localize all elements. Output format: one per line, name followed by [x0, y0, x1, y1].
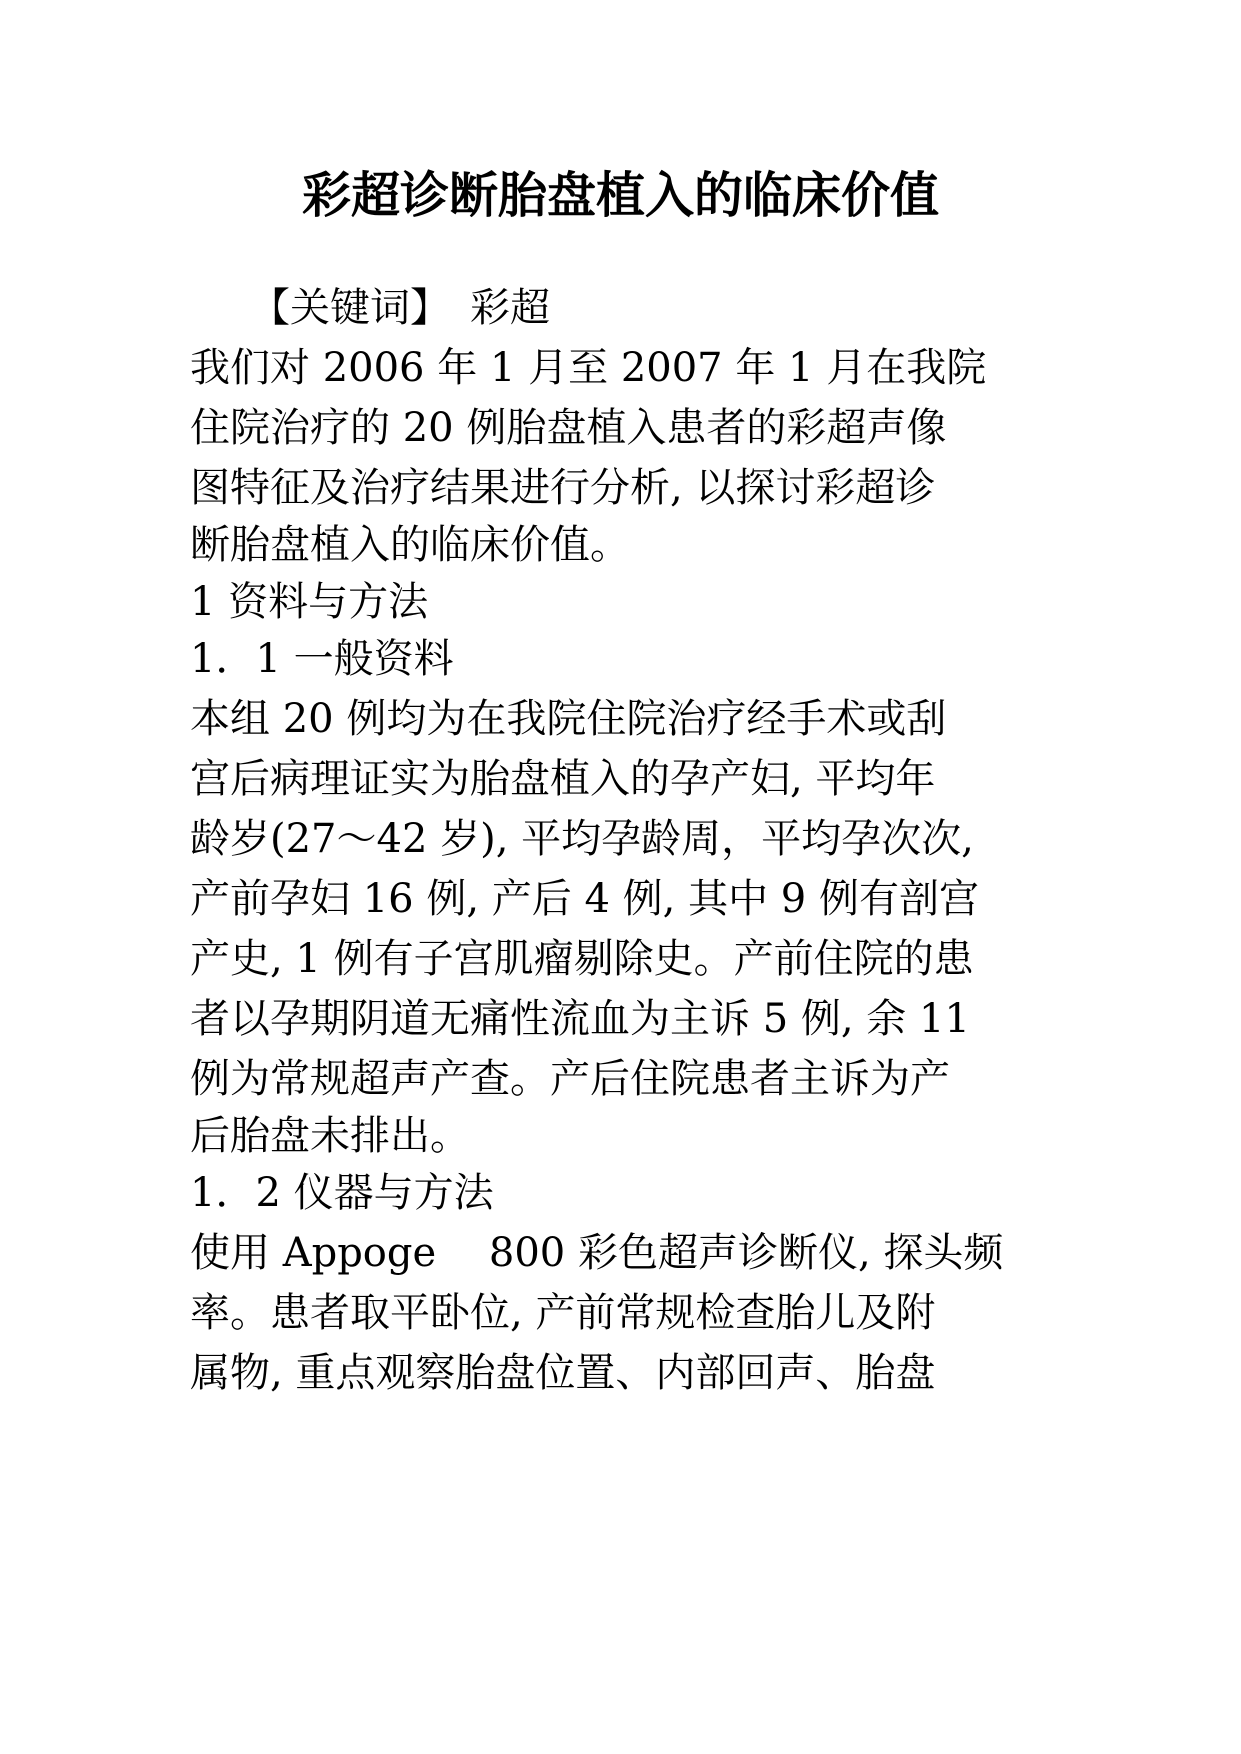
body-line: 龄岁(27～42 岁), 平均孕龄周，平均孕次次, [190, 816, 974, 862]
body-line: 我们对 2006 年 1 月至 2007 年 1 月在我院 [190, 345, 987, 391]
body-line: 图特征及治疗结果进行分析, 以探讨彩超诊 [190, 465, 936, 511]
body-line: 者以孕期阴道无痛性流血为主诉 5 例, 余 11 [190, 996, 970, 1042]
body-line: 使用 Appoge 800 彩色超声诊断仪, 探头频 [190, 1230, 1004, 1276]
body-line: 断胎盘植入的临床价值。 [190, 522, 630, 568]
body-line: 后胎盘未排出。 [190, 1113, 470, 1159]
body-line: 产史, 1 例有子宫肌瘤剔除史。产前住院的患 [190, 936, 974, 982]
body-line: 例为常规超声产查。产后住院患者主诉为产 [190, 1056, 950, 1102]
subsection-heading: 1．1 一般资料 [190, 636, 454, 682]
body-line: 住院治疗的 20 例胎盘植入患者的彩超声像 [190, 405, 947, 451]
body-line: 本组 20 例均为在我院住院治疗经手术或刮 [190, 696, 947, 742]
section-heading: 1 资料与方法 [190, 579, 429, 625]
subsection-heading: 1．2 仪器与方法 [190, 1170, 494, 1216]
body-line: 属物, 重点观察胎盘位置、内部回声、胎盘 [190, 1350, 936, 1396]
document-title: 彩超诊断胎盘植入的临床价值 [301, 167, 939, 224]
keywords-line: 【关键词】 彩超 [190, 285, 550, 331]
body-line: 率。患者取平卧位, 产前常规检查胎儿及附 [190, 1290, 936, 1336]
body-line: 宫后病理证实为胎盘植入的孕产妇, 平均年 [190, 756, 936, 802]
body-line: 产前孕妇 16 例, 产后 4 例, 其中 9 例有剖宫 [190, 876, 979, 922]
